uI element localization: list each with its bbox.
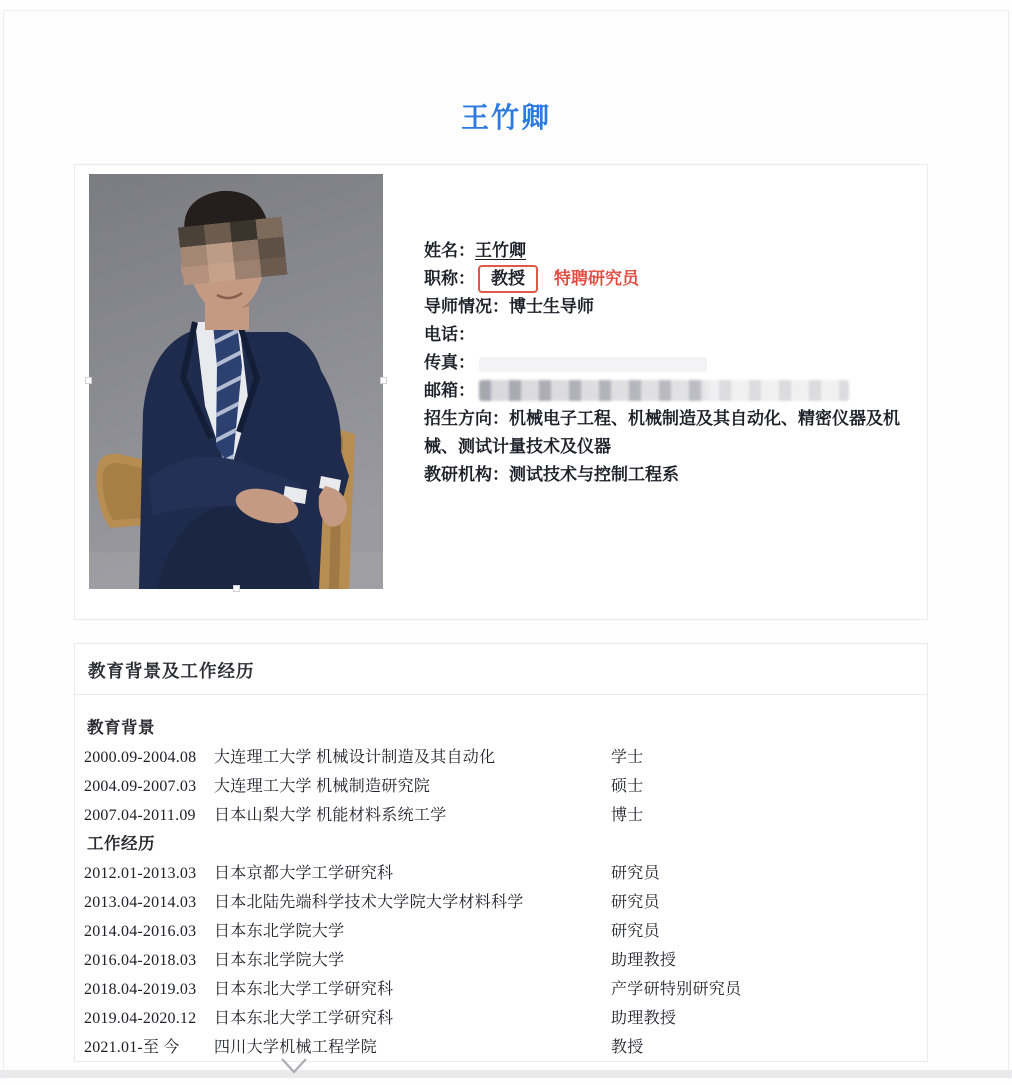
field-admissions-value: 机械电子工程、机械制造及其自动化、精密仪器及机械、测试计量技术及仪器 [424,409,900,456]
row-period: 2007.04-2011.09 [84,807,196,824]
row-place: 大连理工大学 机械制造研究院 [214,778,431,795]
special-appointment-note: 特聘研究员 [554,269,639,288]
field-fax [424,349,932,377]
profile-card [74,164,928,620]
row-period: 2014.04-2016.03 [84,923,197,940]
field-admissions [424,405,932,461]
row-place: 日本北陆先端科学技术大学院大学材料科学 [214,894,524,911]
work-row [84,1033,918,1062]
work-row [84,917,918,946]
work-row [84,888,918,917]
field-name-label: 姓名： [424,241,475,260]
work-row [84,946,918,975]
profile-info [424,237,932,489]
subsection-work: 工作经历 [87,835,155,853]
row-period: 2016.04-2018.03 [84,952,197,969]
field-supervisor-value: 博士生导师 [509,297,594,316]
row-place: 日本东北大学工学研究科 [214,981,394,998]
row-period: 2012.01-2013.03 [84,865,197,882]
bottom-band [0,1070,1012,1078]
work-row [84,859,918,888]
row-role: 博士 [611,807,644,824]
row-period: 2000.09-2004.08 [84,749,197,766]
field-email-label: 邮箱： [424,381,475,400]
section-heading: 教育背景及工作经历 [88,661,255,681]
row-role: 研究员 [611,894,660,911]
row-place: 日本东北学院大学 [214,923,345,940]
field-title [424,265,932,293]
field-email [424,377,932,405]
portrait-illustration [89,174,383,589]
redacted-email-value [479,380,849,401]
field-name-value: 王竹卿 [475,241,526,260]
field-fax-label: 传真： [424,353,475,372]
row-place: 大连理工大学 机械设计制造及其自动化 [214,749,496,766]
field-department-value: 测试技术与控制工程系 [509,465,679,484]
field-supervisor-label: 导师情况： [424,297,509,316]
field-supervisor [424,293,932,321]
row-role: 学士 [611,749,644,766]
field-admissions-label: 招生方向： [424,409,509,428]
profile-photo [89,174,383,589]
field-name [424,237,932,265]
field-department-label: 教研机构： [424,465,509,484]
row-place: 日本京都大学工学研究科 [214,865,394,882]
row-period: 2021.01-至 今 [84,1039,180,1056]
experience-card [74,643,928,1062]
row-period: 2013.04-2014.03 [84,894,197,911]
row-place: 四川大学机械工程学院 [214,1039,378,1056]
field-department [424,461,932,489]
row-place: 日本东北学院大学 [214,952,345,969]
subsection-education: 教育背景 [87,719,155,737]
photo-resize-handle-left[interactable] [85,377,92,384]
row-place: 日本山梨大学 机能材料系统工学 [214,807,447,824]
row-period: 2019.04-2020.12 [84,1010,197,1027]
row-period: 2004.09-2007.03 [84,778,197,795]
photo-resize-handle-right[interactable] [380,377,387,384]
row-period: 2018.04-2019.03 [84,981,197,998]
row-role: 硕士 [611,778,644,795]
education-row [84,772,918,801]
row-role: 研究员 [611,865,660,882]
row-role: 助理教授 [611,952,677,969]
education-row [84,743,918,772]
chevron-down-icon[interactable] [279,1056,309,1085]
field-phone [424,321,932,349]
row-role: 助理教授 [611,1010,677,1027]
row-role: 研究员 [611,923,660,940]
title-annotation-box: 教授 [478,265,538,293]
page-title: 王竹卿 [460,102,551,133]
row-role: 产学研特别研究员 [611,981,742,998]
row-place: 日本东北大学工学研究科 [214,1010,394,1027]
education-row [84,801,918,830]
face-pixelation [178,217,287,286]
work-row [84,975,918,1004]
redacted-fax-value [479,357,707,372]
field-title-label: 职称： [424,269,475,288]
field-phone-label: 电话： [424,325,475,344]
row-role: 教授 [611,1039,644,1056]
experience-rows [75,695,927,1062]
photo-resize-handle-bottom[interactable] [233,585,240,592]
work-row [84,1004,918,1033]
